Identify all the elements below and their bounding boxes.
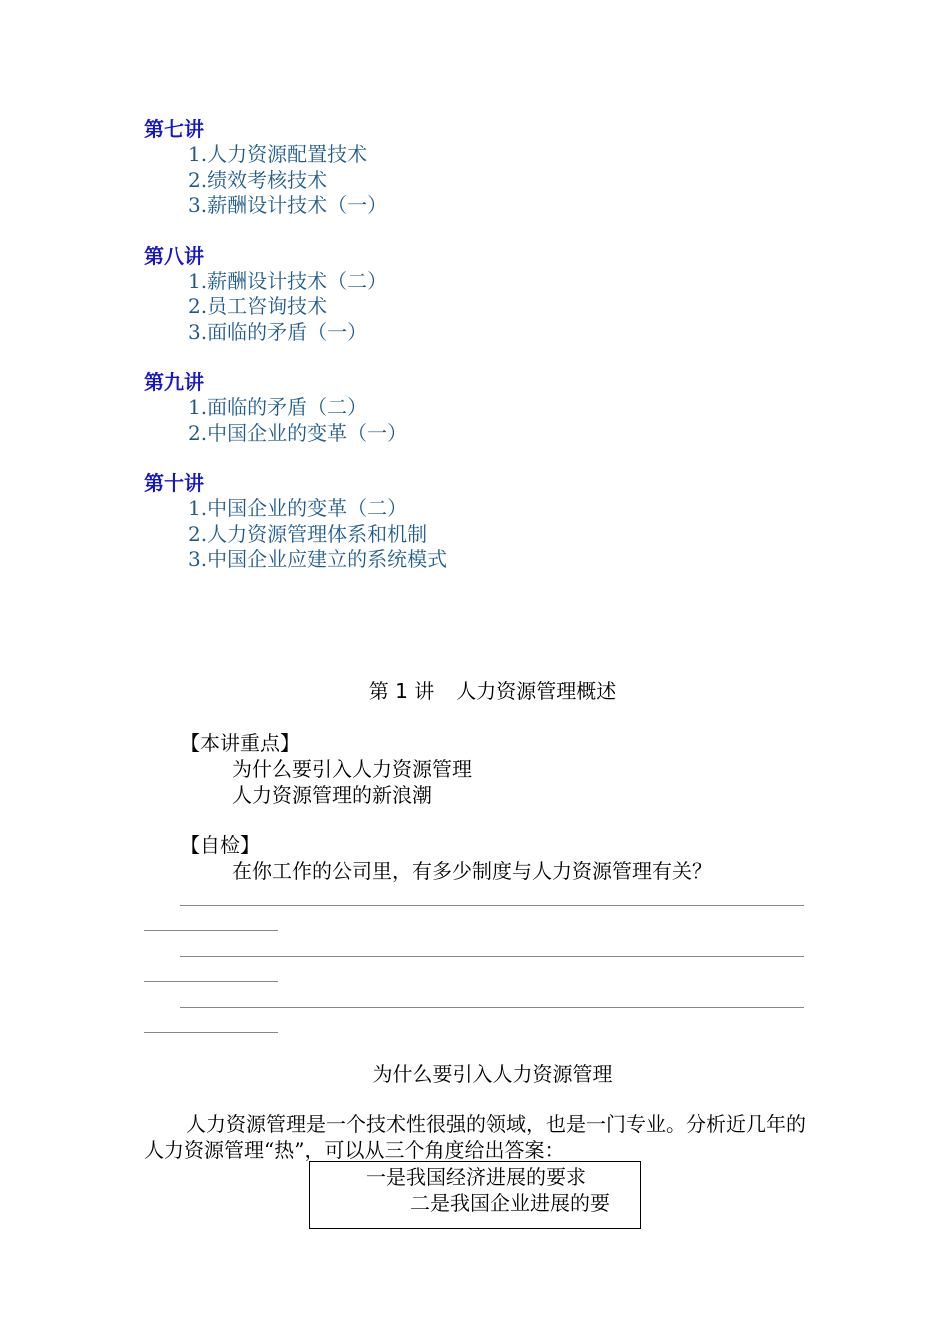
chapter-title (0, 678, 950, 704)
lecture-outline (144, 116, 744, 597)
lecture-item: 2.中国企业的变革（一） (188, 420, 408, 445)
answer-line (144, 930, 278, 931)
lecture-item: 1.人力资源配置技术 (188, 142, 368, 166)
answer-line (180, 905, 804, 906)
key-point-item: 为什么要引入人力资源管理 (232, 757, 472, 781)
lecture-item: 3.面临的矛盾（一） (188, 319, 368, 344)
lecture-item: 3.中国企业应建立的系统模式 (188, 547, 448, 571)
key-points (180, 730, 472, 808)
lecture-10 (144, 470, 744, 573)
answer-line (180, 956, 804, 957)
self-check-heading: 【自检】 (180, 833, 260, 857)
section-title: 为什么要引入人力资源管理 (372, 1062, 613, 1086)
self-check (180, 832, 712, 884)
lecture-item: 2.绩效考核技术 (188, 167, 328, 192)
chapter-number: 第 1 讲 (368, 679, 435, 703)
lecture-item: 1.面临的矛盾（二） (188, 395, 368, 419)
lecture-item: 1.中国企业的变革（二） (188, 496, 408, 520)
answer-line (144, 981, 278, 982)
lecture-9 (144, 369, 744, 446)
lecture-item: 3.薪酬设计技术（一） (188, 193, 388, 217)
answer-box (309, 1161, 641, 1229)
box-line: 二是我国企业进展的要 (410, 1191, 610, 1215)
self-check-question: 在你工作的公司里，有多少制度与人力资源管理有关？ (232, 859, 712, 883)
answer-line (144, 1032, 278, 1033)
lecture-item: 2.员工咨询技术 (188, 294, 328, 318)
lecture-8 (144, 243, 744, 346)
key-points-heading: 【本讲重点】 (180, 731, 300, 755)
answer-line (180, 1007, 804, 1008)
body-paragraph: 人力资源管理是一个技术性很强的领域，也是一门专业。分析近几年的人力资源管理“热”，可以从三个角度给出答案： (144, 1112, 806, 1162)
chapter-name: 人力资源管理概述 (456, 679, 617, 703)
lecture-heading: 第七讲 (144, 117, 204, 141)
box-line: 一是我国经济进展的要求 (366, 1165, 586, 1189)
lecture-heading: 第十讲 (144, 471, 204, 495)
lecture-item: 2.人力资源管理体系和机制 (188, 521, 428, 546)
lecture-7 (144, 116, 744, 219)
lecture-heading: 第九讲 (144, 370, 204, 394)
key-point-item: 人力资源管理的新浪潮 (232, 783, 432, 807)
lecture-heading: 第八讲 (144, 243, 204, 268)
lecture-item: 1.薪酬设计技术（二） (188, 268, 388, 293)
